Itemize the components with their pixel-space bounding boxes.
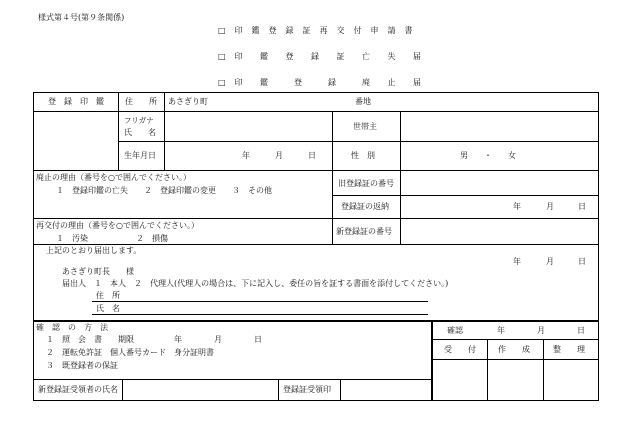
- receive-label: 受 付: [444, 345, 476, 354]
- reissue-reason-label: 再交付の理由（番号を○で囲んでください。）: [36, 221, 199, 230]
- old-number-label: 旧登録証の番号: [338, 179, 394, 188]
- sex-value: 男 ・ 女: [460, 151, 516, 160]
- notice-month: 月: [546, 257, 554, 266]
- seal-label: 登 録 印 鑑: [48, 97, 104, 106]
- title-abolish: □ 印 鑑 登 録 廃 止 届: [218, 78, 422, 87]
- dob-month: 月: [275, 151, 283, 160]
- confirm-year: 年: [497, 326, 505, 335]
- reissue-reasons: １ 汚染 ２ 損傷: [56, 234, 168, 243]
- agent-name-label: 氏 名: [96, 304, 120, 313]
- title-reissue: □ 印 鑑 登 録 証 再 交 付 申 請 書: [218, 26, 414, 35]
- furigana-label: フリガナ: [124, 116, 154, 125]
- notice-text: 上記のとおり届出します。: [46, 246, 142, 255]
- return-year: 年: [513, 202, 521, 211]
- confirm-label: 確認: [447, 326, 463, 335]
- notice-to: あさぎり町長 様: [62, 267, 134, 276]
- banchi-label: 番地: [355, 97, 371, 106]
- new-holder-label: 新登録証受領者の氏名: [38, 385, 118, 394]
- address-value: あさぎり町: [168, 97, 208, 106]
- verify-item3: ３ 既登録者の保証: [46, 361, 118, 370]
- verify-item2: ２ 運転免許証 個人番号カード 身分証明書: [46, 348, 214, 357]
- applicant-line: 届出人 １ 本人 ２ 代理人(代理人の場合は、下に記入し、委任の旨を証する書面を添付してください。): [62, 279, 449, 288]
- agent-address-label: 住 所: [96, 291, 120, 300]
- dob-label: 生年月日: [124, 151, 156, 160]
- notice-year: 年: [513, 257, 521, 266]
- agent-address-line: [92, 301, 428, 302]
- confirm-day: 日: [577, 326, 585, 335]
- agent-name-line: [92, 314, 428, 315]
- return-label: 登録証の返納: [341, 202, 389, 211]
- form-code: 様式第４号(第９条関係): [38, 13, 125, 22]
- address-label: 住 所: [125, 97, 157, 106]
- verify-title: 確 認 の 方 法: [36, 323, 108, 332]
- abolish-reasons: １ 登録印鑑の亡失 ２ 登録印鑑の変更 ３ その他: [56, 186, 272, 195]
- title-loss: □ 印 鑑 登 録 証 亡 失 届: [218, 52, 422, 61]
- return-month: 月: [546, 202, 554, 211]
- dob-year: 年: [242, 151, 250, 160]
- arrange-label: 整 理: [553, 345, 585, 354]
- dob-day: 日: [308, 151, 316, 160]
- sex-label: 性 別: [351, 151, 375, 160]
- abolish-reason-label: 廃止の理由（番号を○で囲んでください。）: [36, 173, 191, 182]
- verify-item1: １ 照 会 書 期限 年 月 日: [46, 335, 262, 344]
- householder-label: 世帯主: [353, 122, 377, 131]
- return-day: 日: [578, 202, 586, 211]
- new-number-label: 新登録証の番号: [336, 227, 392, 236]
- receipt-seal-label: 登録証受領印: [283, 385, 331, 394]
- confirm-month: 月: [537, 326, 545, 335]
- create-label: 作 成: [498, 345, 530, 354]
- notice-day: 日: [578, 257, 586, 266]
- name-label: 氏 名: [124, 128, 156, 137]
